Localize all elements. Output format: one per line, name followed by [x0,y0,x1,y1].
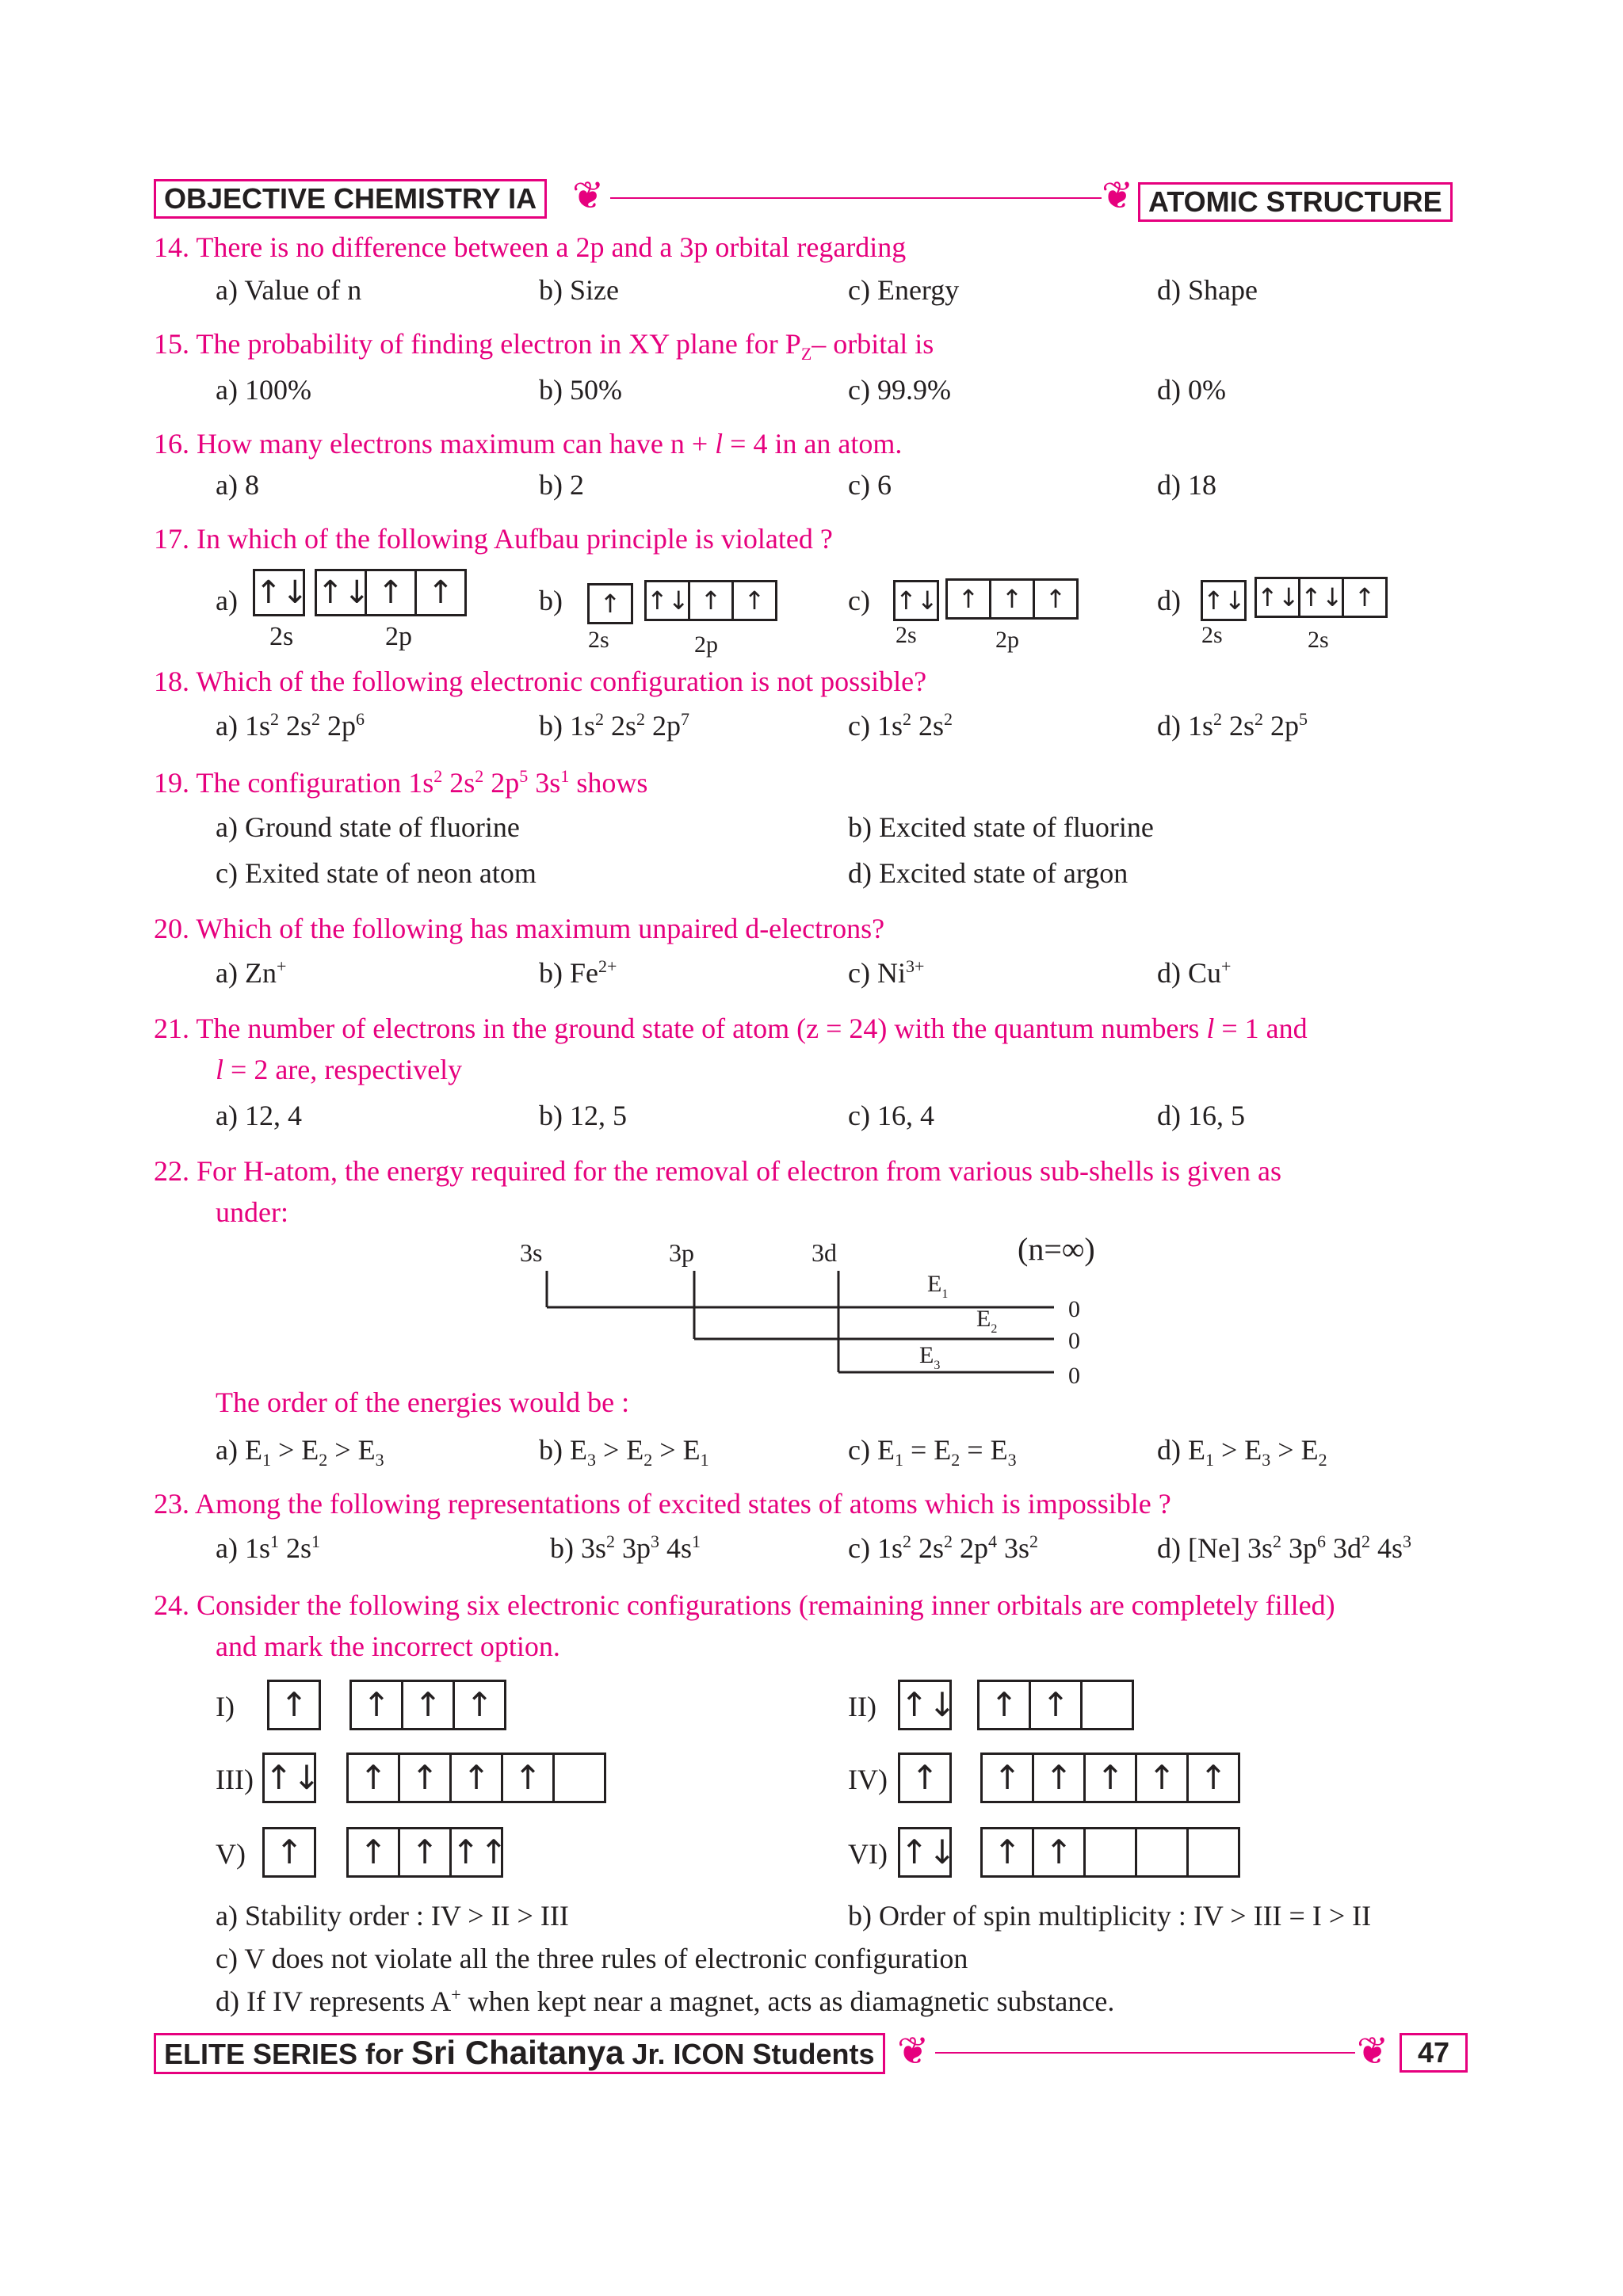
orbital-box-group [1203,580,1247,621]
orbital-box: ↑ [262,1827,316,1878]
q24-option-a: a) Stability order : IV > II > III [216,1900,569,1932]
q16-stem: 16. How many electrons maximum can have n + [154,428,716,460]
q17-c-label-2p: 2p [995,627,1019,653]
orbital-box: ↑ [398,1827,452,1878]
q23-option-c: c) $1s^2$ $2s^2$ $2p^4$ $3s^2$ [848,1531,1039,1564]
question-19: 19. The configuration $1s^2$ $2s^2$ $2p^5$ $3s^1$ shows [154,766,648,799]
energy-level-diagram [507,1228,1109,1394]
label-n-infinity: (n=∞) [1018,1231,1095,1267]
label-e2: E [976,1306,991,1332]
question-17: 17. In which of the following Aufbau principle is violated ? [154,523,833,555]
orbital-box: ↑ [501,1753,555,1803]
orbital-box: ↑↓ [253,569,305,616]
q17-b-label-2p: 2p [694,631,718,658]
q19-option-c: c) Exited state of neon atom [216,857,537,889]
q19-option-d: d) Excited state of argon [848,857,1128,889]
zero-label: 0 [1068,1296,1080,1322]
ornament-icon: ❦ [1102,175,1134,217]
orbital-box-group [983,1827,1240,1878]
q22-option-b: b) $E_3 > E_2 > E_1$ [539,1434,709,1470]
q24-option-d: d) If IV represents A+ when kept near a magnet, acts as diamagnetic substance. [216,1985,1115,2017]
question-15 [154,326,934,364]
q15-stem-end: – orbital is [812,328,934,360]
q15-stem: 15. The probability of finding electron in XY plane for P [154,328,801,360]
orbital-box-group [1257,577,1388,618]
orbital-box-group [269,1680,321,1730]
q16-option-a: a) 8 [216,469,259,501]
question-22-line2: under: [216,1196,288,1228]
label-3s: 3s [520,1238,543,1267]
question-14: 14. There is no difference between a 2p and a 3p orbital regarding [154,231,907,263]
q17-a-label-2s: 2s [269,622,294,651]
q21-option-b: b) 12, 5 [539,1100,627,1131]
q17-option-a: a) [216,585,238,616]
orbital-box: ↑ [1029,1680,1083,1730]
q14-option-d: d) Shape [1157,274,1258,306]
q17-c-label-2s: 2s [896,622,917,648]
orbital-box [1083,1827,1137,1878]
orbital-box-group [900,1753,952,1803]
orbital-box: ↑ [1033,578,1079,620]
orbital-box [1186,1827,1240,1878]
q15-option-a: a) 100% [216,374,311,406]
question-16 [154,426,902,461]
orbital-box: ↑ [346,1827,400,1878]
question-20: 20. Which of the following has maximum unpaired d-electrons? [154,913,885,944]
q16-option-c: c) 6 [848,469,892,501]
q15-option-c: c) 99.9% [848,374,951,406]
orbital-box: ↑↓ [262,1753,316,1803]
q22-option-d: d) $E_1 > E_3 > E_2$ [1157,1434,1327,1470]
orbital-box-group [317,569,467,616]
orbital-box: ↑↓ [1254,577,1300,618]
q24-row-v-label: V) [216,1838,246,1870]
orbital-box-group [983,1753,1240,1803]
q16-l-symbol: l [715,428,724,460]
q24-option-b: b) Order of spin multiplicity : IV > III = I > II [848,1900,1372,1932]
svg-text:E3: $E_3$ [919,1342,941,1372]
zero-label: 0 [1068,1328,1080,1354]
question-21-line2: l = 2 are, respectively [216,1054,463,1085]
q17-option-c: c) [848,585,870,616]
label-3d: 3d [812,1238,837,1267]
q19-option-b: b) Excited state of fluorine [848,811,1154,843]
q17-d-label-2s-second: 2s [1308,627,1329,653]
orbital-box: ↑↓ [898,1680,952,1730]
q17-b-label-2s: 2s [588,627,609,653]
orbital-box-group [948,578,1079,620]
q21-option-c: c) 16, 4 [848,1100,934,1131]
orbital-box: ↑ [945,578,991,620]
orbital-box: ↑ [365,569,417,616]
q18-option-a: a) $1s^2$ $2s^2$ $2p^6$ [216,709,365,742]
q14-option-a: a) Value of n [216,274,362,306]
q20-option-c: c) $Ni^{3+}$ [848,956,925,989]
orbital-box: ↑ [453,1680,506,1730]
orbital-box: ↑ [1135,1753,1189,1803]
svg-text:E1: $E_1$ [927,1271,949,1301]
header-left-title: OBJECTIVE CHEMISTRY IA [154,179,547,219]
orbital-box: ↑ [1342,577,1388,618]
header-rule [610,197,1102,199]
orbital-box: ↑ [989,578,1035,620]
label-e1: E [927,1271,942,1297]
q17-d-label-2s: 2s [1201,622,1223,648]
svg-text:E2: $E_2$ [976,1306,998,1336]
footer-brand: Sri Chaitanya [411,2034,624,2071]
q24-row-ii-label: II) [848,1691,876,1722]
q22-order-text: The order of the energies would be : [216,1386,630,1418]
orbital-box: ↑ [401,1680,455,1730]
orbital-box: ↑ [587,583,633,624]
q24-row-iii-label: III) [216,1764,254,1795]
label-3p: 3p [669,1238,694,1267]
orbital-box-group [590,583,633,624]
q24-row-i-label: I) [216,1691,235,1722]
footer-series-post: Jr. ICON Students [624,2038,875,2070]
q21-option-d: d) 16, 5 [1157,1100,1245,1131]
q17-option-b: b) [539,585,563,616]
orbital-box: ↑ [731,580,777,621]
orbital-box: ↑↓ [1201,580,1247,621]
q24-option-c: c) V does not violate all the three rules of electronic configuration [216,1943,968,1974]
orbital-box: ↑↓ [1298,577,1344,618]
q22-option-a: a) $E_1 > E_2 > E_3$ [216,1434,384,1470]
q21-option-a: a) 12, 4 [216,1100,302,1131]
orbital-box: ↑ [1032,1827,1086,1878]
orbital-box-group [647,580,777,621]
q16-option-b: b) 2 [539,469,584,501]
q23-option-a: a) $1s^1$ $2s^1$ [216,1531,320,1564]
orbital-box: ↑ [346,1753,400,1803]
orbital-box-group [265,1827,316,1878]
orbital-box: ↑ [688,580,734,621]
orbital-box: ↑↓ [893,580,939,621]
header-right-title: ATOMIC STRUCTURE [1138,182,1453,222]
orbital-box: ↑ [267,1680,321,1730]
orbital-box-group [896,580,939,621]
q14-option-b: b) Size [539,274,619,306]
question-23: 23. Among the following representations of excited states of atoms which is impossible ? [154,1488,1171,1520]
ornament-icon: ❦ [572,175,605,217]
orbital-box: ↑ [1032,1753,1086,1803]
ornament-icon: ❦ [1357,2031,1389,2073]
orbital-box: ↑ [980,1753,1034,1803]
ornament-icon: ❦ [897,2031,930,2073]
question-24-line2: and mark the incorrect option. [216,1630,560,1662]
orbital-box: ↑ [1186,1753,1240,1803]
q17-option-d: d) [1157,585,1181,616]
orbital-box: ↑ [349,1680,403,1730]
q23-option-b: b) $3s^2$ $3p^3$ $4s^1$ [550,1531,701,1564]
footer-series-title [154,2033,885,2074]
orbital-box: ↑ [414,569,467,616]
orbital-box-group [265,1753,321,1803]
orbital-box-group [255,569,309,616]
orbital-box-group [352,1680,506,1730]
q14-option-c: c) Energy [848,274,960,306]
orbital-box [552,1753,606,1803]
q16-option-d: d) 18 [1157,469,1216,501]
orbital-box-group [980,1680,1134,1730]
orbital-box: ↑ [1083,1753,1137,1803]
q15-option-d: d) 0% [1157,374,1226,406]
q20-option-a: a) Zn+ [216,956,287,989]
q20-option-b: b) $Fe^{2+}$ [539,956,617,989]
orbital-box-group [900,1680,957,1730]
q15-sub: Z [800,344,812,364]
orbital-box: ↑↓ [315,569,367,616]
orbital-box: ↑↑ [449,1827,503,1878]
orbital-box-group [349,1827,508,1878]
question-22: 22. For H-atom, the energy required for the removal of electron from various sub-shells is given as [154,1155,1281,1187]
question-24: 24. Consider the following six electronic configurations (remaining inner orbitals are completely filled) [154,1589,1335,1621]
orbital-box: ↑ [449,1753,503,1803]
q17-a-label-2p: 2p [385,622,412,651]
orbital-box: ↑↓ [644,580,690,621]
orbital-box [1080,1680,1134,1730]
q18-option-d: d) $1s^2$ $2s^2$ $2p^5$ [1157,709,1308,742]
label-e3: E [919,1342,934,1368]
question-21: 21. The number of electrons in the ground state of atom (z = 24) with the quantum numbers l = 1 and [154,1013,1308,1044]
question-18: 18. Which of the following electronic configuration is not possible? [154,666,927,697]
orbital-box [1135,1827,1189,1878]
q19-option-a: a) Ground state of fluorine [216,811,520,843]
q18-option-b: b) $1s^2$ $2s^2$ $2p^7$ [539,709,690,742]
orbital-box: ↑ [398,1753,452,1803]
q15-option-b: b) 50% [539,374,622,406]
q18-option-c: c) $1s^2$ $2s^2$ [848,709,953,742]
q20-option-d: d) Cu+ [1157,956,1232,989]
orbital-box: ↑ [980,1827,1034,1878]
orbital-box: ↑ [977,1680,1031,1730]
q22-option-c: c) $E_1 = E_2 = E_3$ [848,1434,1017,1470]
orbital-box: ↑↓ [898,1827,952,1878]
q24-row-vi-label: VI) [848,1838,888,1870]
footer-series-pre: ELITE SERIES for [164,2038,412,2070]
q23-option-d: d) [Ne] $3s^2$ $3p^6$ $3d^2$ $4s^3$ [1157,1531,1411,1564]
page-number: 47 [1400,2033,1468,2073]
q16-stem-end: = 4 in an atom. [723,428,903,460]
q24-row-iv-label: IV) [848,1764,888,1795]
orbital-box-group [900,1827,957,1878]
footer-rule [935,2052,1355,2054]
orbital-box-group [349,1753,606,1803]
orbital-box: ↑ [898,1753,952,1803]
zero-label: 0 [1068,1363,1080,1389]
